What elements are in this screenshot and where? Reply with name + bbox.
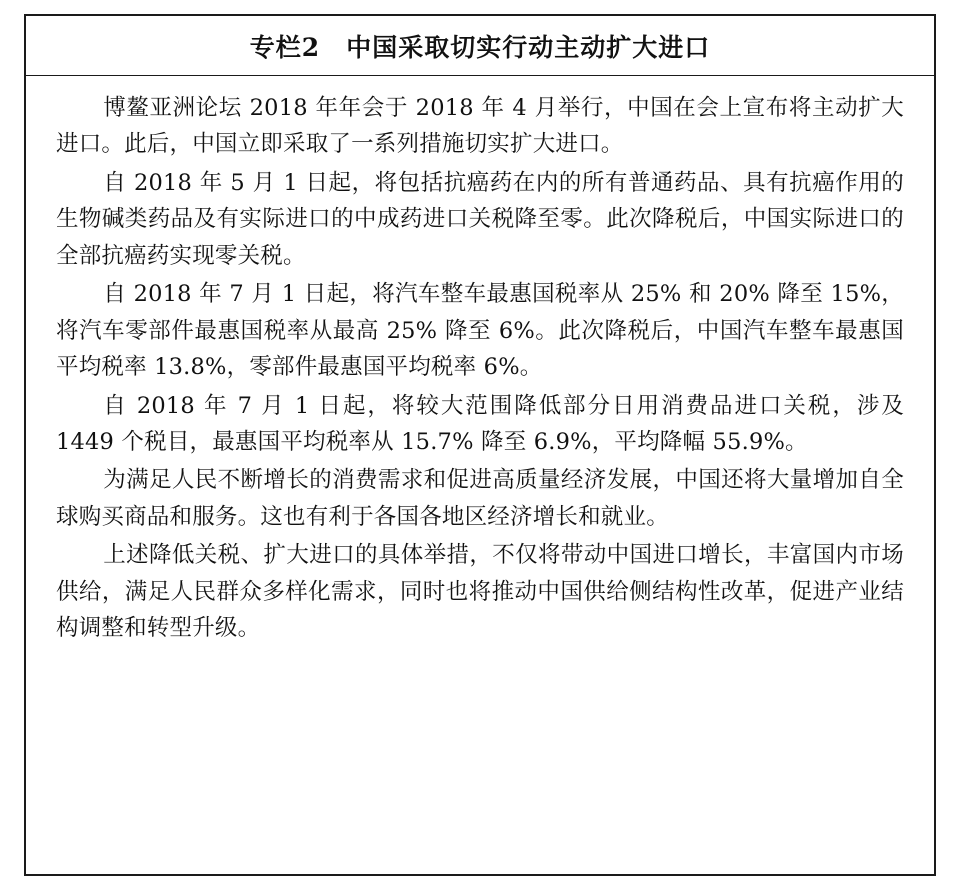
paragraph: 自 2018 年 7 月 1 日起，将较大范围降低部分日用消费品进口关税，涉及 1449 个税目，最惠国平均税率从 15.7% 降至 6.9%，平均降幅 55.9%。 — [56, 392, 904, 455]
box-title-heading: 中国采取切实行动主动扩大进口 — [346, 32, 711, 62]
paragraph: 为满足人民不断增长的消费需求和促进高质量经济发展，中国还将大量增加自全球购买商品和服务。这也有利于各国各地区经济增长和就业。 — [56, 467, 904, 530]
box-title — [26, 16, 934, 76]
box-title-label: 专栏2 — [249, 32, 321, 62]
paragraph: 上述降低关税、扩大进口的具体举措，不仅将带动中国进口增长，丰富国内市场供给，满足人民群众多样化需求，同时也将推动中国供给侧结构性改革，促进产业结构调整和转型升级。 — [56, 542, 904, 642]
box-body — [26, 76, 934, 874]
paragraph: 自 2018 年 5 月 1 日起，将包括抗癌药在内的所有普通药品、具有抗癌作用的生物碱类药品及有实际进口的中成药进口关税降至零。此次降税后，中国实际进口的全部抗癌药实现零关税。 — [56, 169, 904, 269]
paragraph: 自 2018 年 7 月 1 日起，将汽车整车最惠国税率从 25% 和 20% 降至 15%，将汽车零部件最惠国税率从最高 25% 降至 6%。此次降税后，中国汽车整车最惠国平均税率 13.8%，零部件最惠国平均税率 6%。 — [56, 281, 904, 381]
callout-box — [24, 14, 936, 876]
paragraph: 博鳌亚洲论坛 2018 年年会于 2018 年 4 月举行，中国在会上宣布将主动扩大进口。此后，中国立即采取了一系列措施切实扩大进口。 — [56, 95, 904, 158]
